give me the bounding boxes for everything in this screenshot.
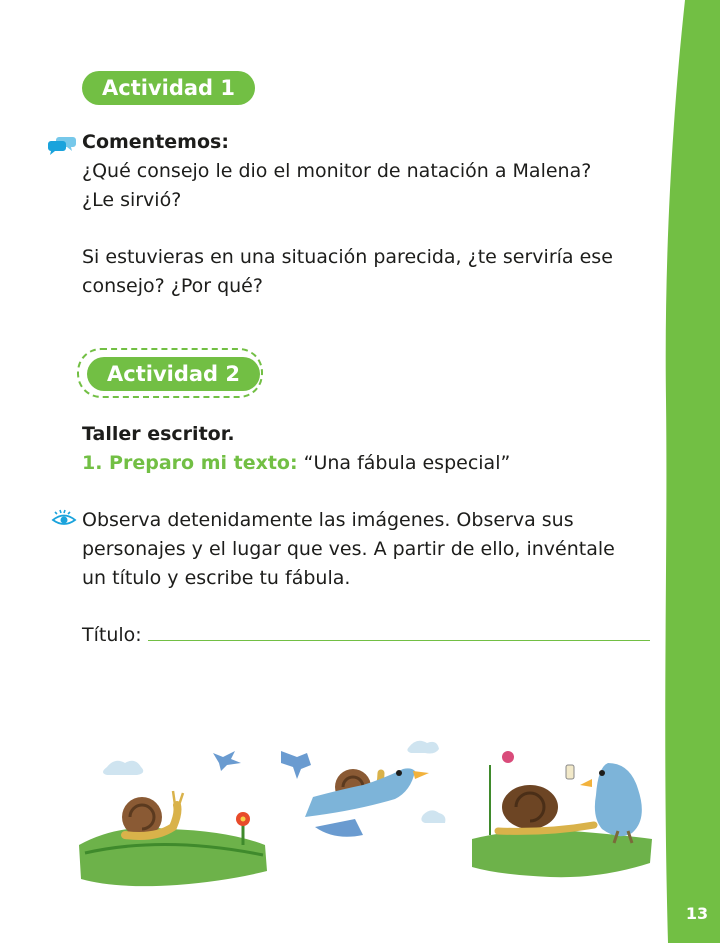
question-line: consejo? ¿Por qué? [82,275,263,297]
step-label: 1. Preparo mi texto: [82,452,298,474]
illustration-snail-on-grass [75,735,270,895]
activity-1-badge: Actividad 1 [82,71,255,105]
page-number: 13 [685,904,709,923]
question-line: Si estuvieras en una situación parecida, ¿te serviría ese [82,246,613,268]
page-edge-band [660,0,720,943]
instruction-line: personajes y el lugar que ves. A partir de ello, invéntale [82,538,615,560]
speech-bubbles-icon [47,133,77,155]
workshop-title: Taller escritor. [82,423,235,445]
step-text: “Una fábula especial” [303,452,511,474]
activity-2-badge: Actividad 2 [87,357,260,391]
comment-prompt-title: Comentemos: [82,131,229,153]
instruction-line: un título y escribe tu fábula. [82,567,351,589]
step-line [82,449,510,478]
eye-icon [51,509,77,527]
illustration-bird-and-snail [275,735,465,895]
title-input-line[interactable] [148,640,650,641]
illustration-bird-with-bottle [468,735,658,895]
question-line: ¿Qué consejo le dio el monitor de natación a Malena? [82,160,592,182]
question-line: ¿Le sirvió? [82,189,182,211]
title-field-label: Título: [82,624,142,646]
instruction-line: Observa detenidamente las imágenes. Observa sus [82,509,574,531]
